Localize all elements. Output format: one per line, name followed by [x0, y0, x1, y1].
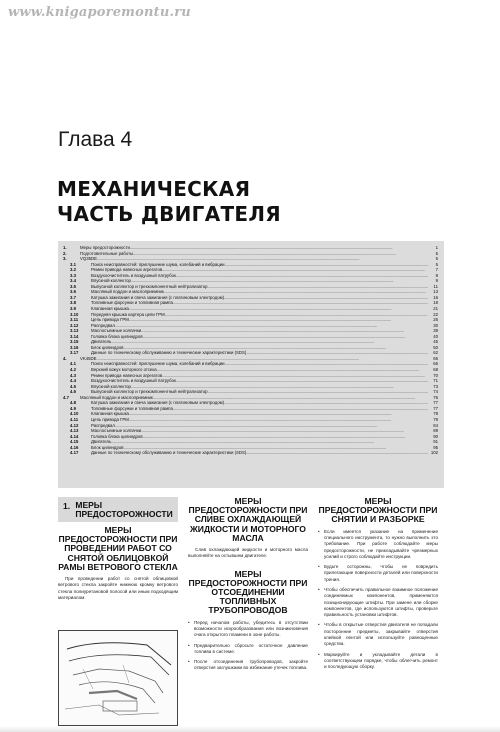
- toc-entry-title: Впускной коллектор: [91, 383, 131, 389]
- toc-entry-title: Передняя крышка картера цепи ГРМ: [91, 311, 165, 317]
- toc-entry-number: 4.12: [70, 422, 79, 428]
- site-watermark: www.knigaporemontu.ru: [8, 5, 191, 20]
- toc-entry-title: Блок цилиндров: [91, 444, 124, 450]
- fuel-bullet: • Предварительно сбросьте остаточное давление топлива в системе.: [188, 643, 308, 656]
- toc-entry-title: Катушка зажигания и свеча зажигания (с платиновым электродом): [91, 400, 225, 406]
- toc-entry-number: 3.10: [70, 311, 79, 317]
- toc-entry-title: Масляный поддон и маслоприемник: [91, 289, 164, 295]
- toc-entry-number: 3.: [63, 256, 67, 262]
- toc-entry-title: Верхний кожух моторного отсека: [91, 367, 157, 373]
- toc-entry-page: 7: [435, 267, 438, 273]
- page-bottom-edge: [0, 726, 500, 732]
- toc-entry-number: 4.15: [70, 439, 79, 445]
- draining-precautions-text: Слив охлаждающей жидкости и моторного масла выполняйте на остывшем двигателе.: [188, 547, 308, 559]
- toc-entry-number: 1.: [63, 245, 67, 250]
- toc-entry-page: 13: [433, 289, 438, 295]
- removal-bullet: • Будьте осторожны, чтобы не повредить прилегающие поверхности деталей или поверхности трения.: [318, 564, 438, 583]
- toc-entry-page: 89: [433, 428, 438, 434]
- toc-entry-number: 4.: [63, 355, 67, 361]
- draining-precautions-heading: МЕРЫ ПРЕДОСТОРОЖНОСТИ ПРИ СЛИВЕ ОХЛАЖДАЮЩЕЙ ЖИДКОСТИ И МОТОРНОГО МАСЛА: [188, 496, 308, 543]
- toc-entry-title: Топливные форсунки и топливная рампа: [91, 405, 173, 411]
- toc-entry-title: VQ35DE: [80, 256, 97, 262]
- section-number: 1.: [63, 501, 71, 511]
- toc-entry-title: Впускной коллектор: [91, 278, 131, 284]
- fuel-bullet: • После отсоединения трубопроводов, закройте отверстия заглушками во избежание утечек топлива.: [188, 659, 308, 672]
- toc-entry-page: 40: [433, 333, 438, 339]
- toc-entry-page: 95: [433, 444, 438, 450]
- toc-entry-page: 45: [433, 339, 438, 345]
- toc-entry-title: Распредвал: [91, 422, 115, 428]
- toc-entry-page: 5: [435, 256, 438, 262]
- toc-entry-page: 74: [433, 389, 438, 395]
- table-of-contents: [58, 241, 444, 488]
- toc-entry-title: Клапанная крышка: [91, 306, 129, 312]
- toc-entry-number: 4.10: [70, 411, 79, 417]
- toc-entry-title: Двигатель: [91, 439, 112, 445]
- toc-entry-title: Выпускной коллектор и трехкомпонентный нейтрализатор: [91, 283, 208, 289]
- toc-entry-title: Головка блока цилиндров: [91, 333, 143, 339]
- toc-entry-number: 4.5: [70, 383, 76, 389]
- windshield-precautions-heading: МЕРЫ ПРЕДОСТОРОЖНОСТИ ПРИ ПРОВЕДЕНИИ РАБОТ СО СНЯТОЙ ОБЛИЦОВКОЙ РАМЫ ВЕТРОВОГО СТЕКЛА: [58, 525, 178, 572]
- toc-entry-number: 4.3: [70, 372, 76, 378]
- toc-entry-page: 50: [433, 344, 438, 350]
- toc-entry-page: 66: [433, 361, 438, 367]
- toc-entry-title: Топливные форсунки и топливная рампа: [91, 300, 173, 306]
- toc-entry-title: Катушка зажигания и свеча зажигания (с платиновым электродом): [91, 294, 225, 300]
- toc-entry-number: 3.3: [70, 272, 76, 278]
- toc-entry-title: Поиск неисправностей: приглушение шума, колебаний и вибрации: [91, 361, 225, 367]
- toc-entry-title: Данные по техническому обслуживанию и технические характеристики (SDS): [91, 350, 247, 356]
- toc-entry-number: 4.7: [63, 394, 69, 400]
- toc-entry-page: 102: [430, 450, 438, 456]
- toc-entry-page: 90: [433, 433, 438, 439]
- windshield-illustration: [58, 630, 178, 726]
- section-header-box: [58, 497, 178, 522]
- fuel-lines-precautions-heading: МЕРЫ ПРЕДОСТОРОЖНОСТИ ПРИ ОТСОЕДИНЕНИИ ТОПЛИВНЫХ ТРУБОПРОВОДОВ: [188, 568, 308, 616]
- toc-entry-number: 3.12: [70, 322, 79, 328]
- toc-entry-page: 16: [433, 294, 438, 300]
- toc-entry-number: 4.13: [70, 428, 79, 434]
- toc-entry-title: Двигатель: [91, 339, 112, 345]
- removal-bullet: • Чтобы обеспечить правильное взаимное положение соединяемых компонентов, применяются позиционирующие штифты. При замене или сборке компонентов, где используются штифты, проверьте правильность установки штифтов.: [318, 587, 438, 618]
- toc-entry-page: 78: [433, 411, 438, 417]
- toc-entry-title: Цепь привода ГРМ: [91, 317, 129, 323]
- toc-entry-number: 3.6: [70, 289, 76, 295]
- toc-entry-number: 3.14: [70, 333, 79, 339]
- toc-entry-number: 3.16: [70, 344, 79, 350]
- toc-entry-title: Воздухоочиститель и воздушный патрубок: [91, 272, 176, 278]
- windshield-precautions-text: При проведении работ со снятой облицовкой ветрового стекла закройте нижнюю кромку ветрового стекла полиуретановой полосой или иным подходящим материалом.: [58, 576, 178, 600]
- toc-entry-page: 1: [435, 245, 438, 250]
- toc-entry-page: 30: [433, 322, 438, 328]
- toc-entry-title: Маслосъемные колпачки: [91, 328, 142, 334]
- toc-entry-page: 8: [435, 272, 438, 278]
- toc-entry-page: 77: [433, 405, 438, 411]
- toc-entry-number: 3.13: [70, 328, 79, 334]
- toc-entry-title: Ремни привода навесных агрегатов: [91, 267, 163, 273]
- toc-entry-page: 71: [433, 378, 438, 384]
- toc-entry-number: 3.8: [70, 300, 76, 306]
- windshield-diagram-icon: [59, 631, 179, 727]
- toc-entry-page: 68: [433, 367, 438, 373]
- toc-entry-page: 79: [433, 416, 438, 422]
- toc-entry-page: 22: [433, 311, 438, 317]
- toc-entry-title: Поиск неисправностей: приглушение шума, колебаний и вибрации: [91, 261, 225, 267]
- toc-entry-title: Головка блока цилиндров: [91, 433, 143, 439]
- toc-entry-number: 4.8: [70, 400, 76, 406]
- toc-entry-page: 18: [433, 300, 438, 306]
- toc-entry-page: 66: [433, 355, 438, 361]
- toc-entry-title: Меры предосторожности: [80, 245, 130, 250]
- toc-entry-number: 4.14: [70, 433, 79, 439]
- toc-entry-number: 3.5: [70, 283, 76, 289]
- column-3: [318, 497, 438, 671]
- toc-entry-number: 3.4: [70, 278, 76, 284]
- toc-entry-page: 11: [433, 283, 438, 289]
- toc-entry-title: Данные по техническому обслуживанию и технические характеристики (SDS): [91, 450, 247, 456]
- toc-entry-page: 5: [435, 261, 438, 267]
- toc-entry-title: Цепь привода ГРМ: [91, 416, 129, 422]
- toc-entry-page: 70: [433, 372, 438, 378]
- removal-bullet: • Маркируйте и укладывайте детали в соответствующем порядке, чтобы облегчить ремонт и последующую сборку.: [318, 652, 438, 671]
- toc-entry-number: 4.11: [70, 416, 79, 422]
- removal-bullet: • Чтобы в открытые отверстия двигателя не попадали посторонние предметы, закрывайте отверстия клейкой лентой или используйте равноценные средства.: [318, 622, 438, 647]
- toc-entry-page: 73: [433, 383, 438, 389]
- toc-entry-title: Блок цилиндров: [91, 344, 124, 350]
- toc-entry-number: 4.1: [70, 361, 76, 367]
- column-1: [58, 497, 178, 601]
- removal-precautions-heading: МЕРЫ ПРЕДОСТОРОЖНОСТИ ПРИ СНЯТИИ И РАЗБОРКЕ: [318, 496, 438, 525]
- toc-entry-number: 4.17: [70, 450, 79, 456]
- toc-entry-title: Маслосъемные колпачки: [91, 428, 142, 434]
- toc-entry-page: 84: [433, 422, 438, 428]
- toc-entry-number: 2.: [63, 250, 67, 256]
- chapter-title-line-2: ЧАСТЬ ДВИГАТЕЛЯ: [57, 202, 282, 226]
- toc-entry-number: 4.6: [70, 389, 76, 395]
- toc-entry-number: 3.1: [70, 261, 76, 267]
- toc-entry-page: 5: [435, 250, 438, 256]
- toc-entry-page: 76: [433, 394, 438, 400]
- toc-entry-page: 91: [433, 439, 438, 445]
- toc-entry-page: 39: [433, 328, 438, 334]
- column-2: [188, 497, 308, 672]
- toc-entry-title: Подготовительные работы: [80, 250, 134, 256]
- toc-entry-title: Ремни привода навесных агрегатов: [91, 372, 163, 378]
- toc-entry-page: 77: [433, 400, 438, 406]
- toc-entry-page: 26: [433, 317, 438, 323]
- fuel-bullet: • Перед началом работы, убедитесь в отсутствии возможности искрообразования или возникновения очага открытого пламени в зоне работы.: [188, 620, 308, 639]
- toc-entry-page: 9: [435, 278, 438, 284]
- toc-entry-title: Воздухоочиститель и воздушный патрубок: [91, 378, 176, 384]
- section-title: МЕРЫ ПРЕДОСТОРОЖНОСТИ: [75, 500, 173, 519]
- toc-entry-number: 3.9: [70, 306, 76, 312]
- toc-entry-title: Масляный поддон и маслоприемник: [80, 394, 153, 400]
- toc-entry-number: 4.2: [70, 367, 76, 373]
- toc-entry-title: VK45DE: [80, 355, 97, 361]
- toc-entry-title: Распредвал: [91, 322, 115, 328]
- toc-entry-number: 4.16: [70, 444, 79, 450]
- toc-entry-number: 3.11: [70, 317, 79, 323]
- toc-entry-number: 3.17: [70, 350, 79, 356]
- removal-bullet: • Если имеется указание на применение специального инструмента, то нужно выполнить это требование. При работе соблюдайте меры предосторожности, не прикладывайте чрезмерных усилий и строго соблюдайте инструкции.: [318, 529, 438, 560]
- chapter-label: Глава 4: [58, 128, 133, 151]
- toc-entry: [63, 450, 438, 456]
- toc-entry-title: Выпускной коллектор и трехкомпонентный нейтрализатор: [91, 389, 208, 395]
- toc-entry-title: Клапанная крышка: [91, 411, 129, 417]
- toc-entry-number: 4.9: [70, 405, 76, 411]
- toc-entry-number: 3.7: [70, 294, 76, 300]
- toc-leader-dots: [246, 450, 428, 456]
- toc-entry-number: 4.4: [70, 378, 76, 384]
- toc-entry-number: 3.2: [70, 267, 76, 273]
- chapter-title-line-1: МЕХАНИЧЕСКАЯ: [57, 177, 251, 201]
- toc-entry-number: 3.15: [70, 339, 79, 345]
- toc-entry-page: 62: [433, 350, 438, 356]
- toc-entry-page: 21: [433, 306, 438, 312]
